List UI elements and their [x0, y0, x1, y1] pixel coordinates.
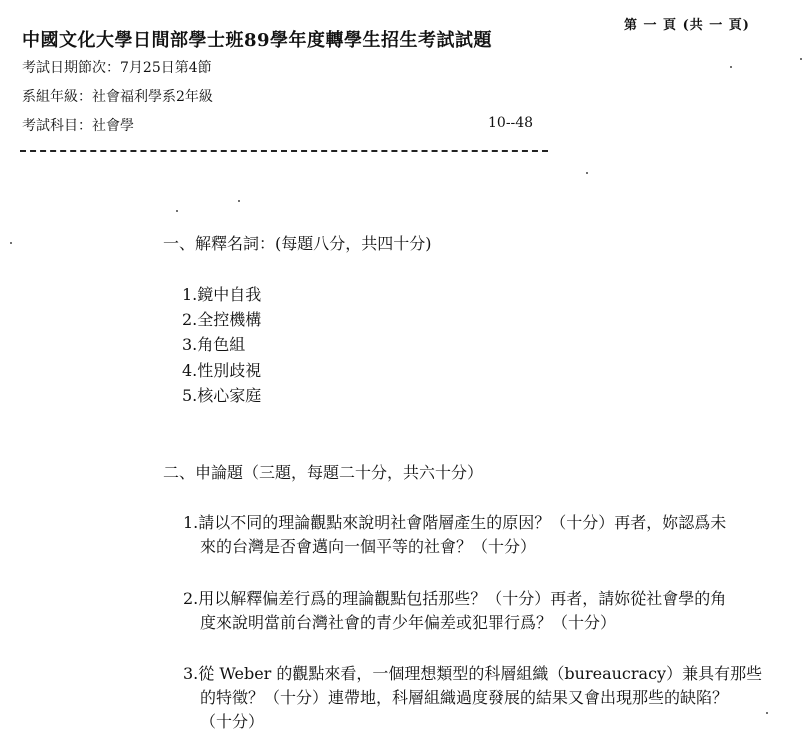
scan-speck: [766, 712, 768, 714]
exam-date: 考試日期節次：7月25日第4節: [22, 60, 212, 76]
essay-question-1: [183, 511, 783, 559]
scan-speck: [586, 172, 588, 174]
page-indicator: 第 一 頁 (共 一 頁): [624, 18, 750, 33]
question-line: 3.從 Weber 的觀點來看，一個理想類型的科層組織（bureaucracy）兼具有那些: [183, 664, 763, 683]
section1-heading: 一、解釋名詞：(每題八分，共四十分): [163, 234, 432, 253]
exam-code: 10--48: [488, 115, 534, 131]
essay-question-2: [183, 587, 783, 635]
department: 系組年級：社會福利學系2年級: [22, 89, 213, 105]
term-item: 4.性別歧視: [182, 361, 262, 380]
header-divider: [20, 150, 548, 152]
scan-speck: [176, 210, 178, 212]
term-item: 1.鏡中自我: [182, 285, 262, 304]
section2-heading: 二、申論題（三題，每題二十分，共六十分）: [163, 463, 484, 482]
term-item: 2.全控機構: [182, 310, 262, 329]
question-line: 1.請以不同的理論觀點來說明社會階層產生的原因？（十分）再者，妳認爲未: [183, 513, 727, 532]
scan-speck: [730, 66, 732, 68]
question-line: 度來說明當前台灣社會的青少年偏差或犯罪行爲？（十分）: [200, 613, 617, 632]
scan-speck: [10, 242, 12, 244]
essay-question-3: [183, 662, 783, 734]
question-line: （十分）: [200, 712, 265, 731]
question-line: 來的台灣是否會邁向一個平等的社會？（十分）: [200, 537, 537, 556]
subject: 考試科目：社會學: [22, 118, 134, 134]
question-line: 的特徵？（十分）連帶地，科層組織過度發展的結果又會出現那些的缺陷？: [200, 688, 729, 707]
scan-speck: [800, 58, 802, 60]
exam-title: 中國文化大學日間部學士班89學年度轉學生招生考試試題: [22, 30, 493, 51]
term-item: 5.核心家庭: [182, 386, 262, 405]
question-line: 2.用以解釋偏差行爲的理論觀點包括那些？（十分）再者，請妳從社會學的角: [183, 589, 727, 608]
term-item: 3.角色組: [182, 335, 246, 354]
scan-speck: [238, 200, 240, 202]
